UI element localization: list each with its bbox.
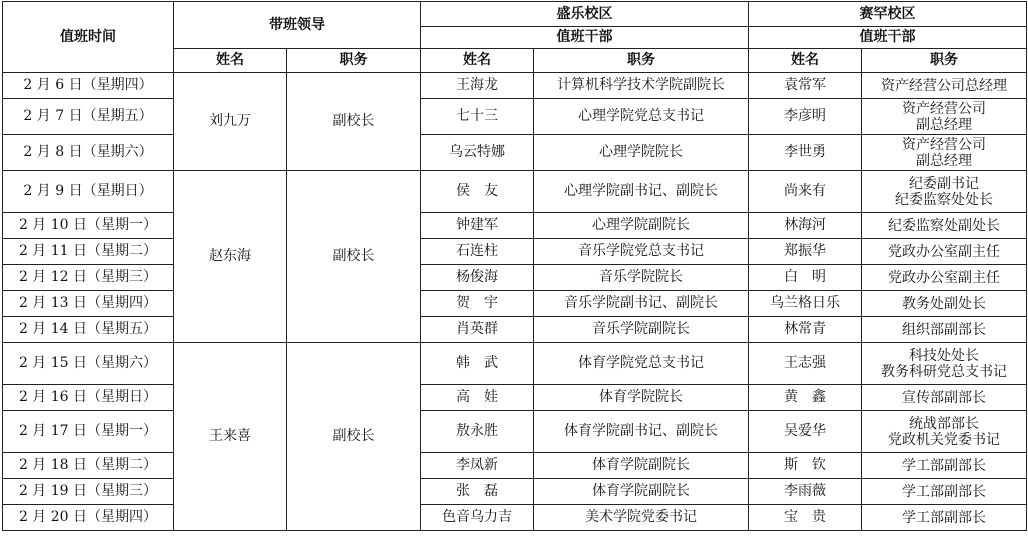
saihan-cadre-title-cell: 学工部副部长	[862, 505, 1027, 531]
table-row	[3, 213, 1027, 239]
shengle-cadre-name-cell: 张 磊	[421, 479, 534, 505]
header-saihan-name: 姓名	[749, 49, 862, 73]
header-duty-time: 值班时间	[3, 2, 174, 73]
leader-name-cell: 赵东海	[174, 171, 287, 343]
leader-title-cell: 副校长	[287, 171, 421, 343]
shengle-cadre-title-cell: 音乐学院院长	[534, 265, 749, 291]
shengle-cadre-title-cell: 心理学院党总支书记	[534, 99, 749, 135]
header-leader-title: 职务	[287, 49, 421, 73]
table-row	[3, 343, 1027, 385]
shengle-cadre-title-cell: 美术学院党委书记	[534, 505, 749, 531]
shengle-cadre-name-cell: 色音乌力吉	[421, 505, 534, 531]
saihan-cadre-title-cell: 宣传部副部长	[862, 385, 1027, 411]
shengle-cadre-name-cell: 韩 武	[421, 343, 534, 385]
table-row	[3, 135, 1027, 171]
saihan-cadre-name-cell: 王志强	[749, 343, 862, 385]
saihan-cadre-title-cell: 学工部副部长	[862, 453, 1027, 479]
duty-date-cell: 2 月 12 日（星期三）	[3, 265, 174, 291]
duty-date-cell: 2 月 18 日（星期二）	[3, 453, 174, 479]
table-row	[3, 385, 1027, 411]
duty-date-cell: 2 月 8 日（星期六）	[3, 135, 174, 171]
table-row	[3, 265, 1027, 291]
shengle-cadre-title-cell: 体育学院党总支书记	[534, 343, 749, 385]
shengle-cadre-name-cell: 杨俊海	[421, 265, 534, 291]
table-row	[3, 505, 1027, 531]
shengle-cadre-name-cell: 侯 友	[421, 171, 534, 213]
header-campus-shengle: 盛乐校区	[421, 2, 749, 27]
saihan-cadre-title-cell: 科技处处长 教务科研党总支书记	[862, 343, 1027, 385]
saihan-cadre-title-cell: 资产经营公司总经理	[862, 73, 1027, 99]
saihan-cadre-name-cell: 李彦明	[749, 99, 862, 135]
saihan-cadre-name-cell: 李世勇	[749, 135, 862, 171]
saihan-cadre-name-cell: 尚来有	[749, 171, 862, 213]
saihan-cadre-name-cell: 斯 钦	[749, 453, 862, 479]
duty-date-cell: 2 月 15 日（星期六）	[3, 343, 174, 385]
saihan-cadre-title-cell: 资产经营公司 副总经理	[862, 135, 1027, 171]
shengle-cadre-title-cell: 心理学院副院长	[534, 213, 749, 239]
saihan-cadre-name-cell: 乌兰格日乐	[749, 291, 862, 317]
header-saihan-title: 职务	[862, 49, 1027, 73]
duty-date-cell: 2 月 7 日（星期五）	[3, 99, 174, 135]
duty-date-cell: 2 月 14 日（星期五）	[3, 317, 174, 343]
saihan-cadre-title-cell: 党政办公室副主任	[862, 239, 1027, 265]
shengle-cadre-title-cell: 体育学院院长	[534, 385, 749, 411]
header-cadre-saihan: 值班干部	[749, 27, 1027, 49]
table-row	[3, 411, 1027, 453]
shengle-cadre-name-cell: 贺 宇	[421, 291, 534, 317]
header-leader-name: 姓名	[174, 49, 287, 73]
leader-name-cell: 刘九万	[174, 73, 287, 171]
roster-body	[3, 73, 1027, 531]
shengle-cadre-name-cell: 高 娃	[421, 385, 534, 411]
saihan-cadre-name-cell: 宝 贵	[749, 505, 862, 531]
shengle-cadre-name-cell: 肖英群	[421, 317, 534, 343]
saihan-cadre-name-cell: 吴爱华	[749, 411, 862, 453]
duty-roster-table	[2, 1, 1027, 531]
saihan-cadre-title-cell: 组织部副部长	[862, 317, 1027, 343]
duty-date-cell: 2 月 10 日（星期一）	[3, 213, 174, 239]
saihan-cadre-name-cell: 黄 鑫	[749, 385, 862, 411]
shengle-cadre-title-cell: 心理学院副书记、副院长	[534, 171, 749, 213]
duty-date-cell: 2 月 6 日（星期四）	[3, 73, 174, 99]
shengle-cadre-title-cell: 计算机科学技术学院副院长	[534, 73, 749, 99]
table-row	[3, 317, 1027, 343]
shengle-cadre-name-cell: 李凤新	[421, 453, 534, 479]
shengle-cadre-title-cell: 音乐学院副院长	[534, 317, 749, 343]
duty-date-cell: 2 月 9 日（星期日）	[3, 171, 174, 213]
saihan-cadre-name-cell: 白 明	[749, 265, 862, 291]
table-row	[3, 171, 1027, 213]
saihan-cadre-title-cell: 教务处副处长	[862, 291, 1027, 317]
duty-date-cell: 2 月 11 日（星期二）	[3, 239, 174, 265]
saihan-cadre-title-cell: 纪委监察处副处长	[862, 213, 1027, 239]
saihan-cadre-title-cell: 学工部副部长	[862, 479, 1027, 505]
leader-title-cell: 副校长	[287, 343, 421, 531]
saihan-cadre-name-cell: 袁常军	[749, 73, 862, 99]
table-row	[3, 99, 1027, 135]
shengle-cadre-title-cell: 体育学院副书记、副院长	[534, 411, 749, 453]
duty-date-cell: 2 月 17 日（星期一）	[3, 411, 174, 453]
table-row	[3, 291, 1027, 317]
table-row	[3, 239, 1027, 265]
saihan-cadre-name-cell: 郑振华	[749, 239, 862, 265]
saihan-cadre-title-cell: 纪委副书记 纪委监察处处长	[862, 171, 1027, 213]
shengle-cadre-name-cell: 王海龙	[421, 73, 534, 99]
shengle-cadre-name-cell: 石连柱	[421, 239, 534, 265]
shengle-cadre-title-cell: 体育学院副院长	[534, 453, 749, 479]
shengle-cadre-title-cell: 体育学院副院长	[534, 479, 749, 505]
duty-date-cell: 2 月 19 日（星期三）	[3, 479, 174, 505]
duty-date-cell: 2 月 16 日（星期日）	[3, 385, 174, 411]
table-row	[3, 479, 1027, 505]
shengle-cadre-title-cell: 心理学院院长	[534, 135, 749, 171]
table-row	[3, 453, 1027, 479]
shengle-cadre-name-cell: 七十三	[421, 99, 534, 135]
saihan-cadre-title-cell: 统战部部长 党政机关党委书记	[862, 411, 1027, 453]
header-shengle-name: 姓名	[421, 49, 534, 73]
duty-date-cell: 2 月 20 日（星期四）	[3, 505, 174, 531]
saihan-cadre-name-cell: 林常青	[749, 317, 862, 343]
saihan-cadre-title-cell: 党政办公室副主任	[862, 265, 1027, 291]
shengle-cadre-title-cell: 音乐学院党总支书记	[534, 239, 749, 265]
shengle-cadre-name-cell: 敖永胜	[421, 411, 534, 453]
shengle-cadre-name-cell: 钟建军	[421, 213, 534, 239]
saihan-cadre-name-cell: 林海河	[749, 213, 862, 239]
saihan-cadre-name-cell: 李雨薇	[749, 479, 862, 505]
header-shengle-title: 职务	[534, 49, 749, 73]
saihan-cadre-title-cell: 资产经营公司 副总经理	[862, 99, 1027, 135]
table-row	[3, 73, 1027, 99]
header-campus-saihan: 赛罕校区	[749, 2, 1027, 27]
leader-name-cell: 王来喜	[174, 343, 287, 531]
shengle-cadre-name-cell: 乌云特娜	[421, 135, 534, 171]
leader-title-cell: 副校长	[287, 73, 421, 171]
shengle-cadre-title-cell: 音乐学院副书记、副院长	[534, 291, 749, 317]
header-leader-group: 带班领导	[174, 2, 421, 49]
duty-date-cell: 2 月 13 日（星期四）	[3, 291, 174, 317]
header-cadre-shengle: 值班干部	[421, 27, 749, 49]
